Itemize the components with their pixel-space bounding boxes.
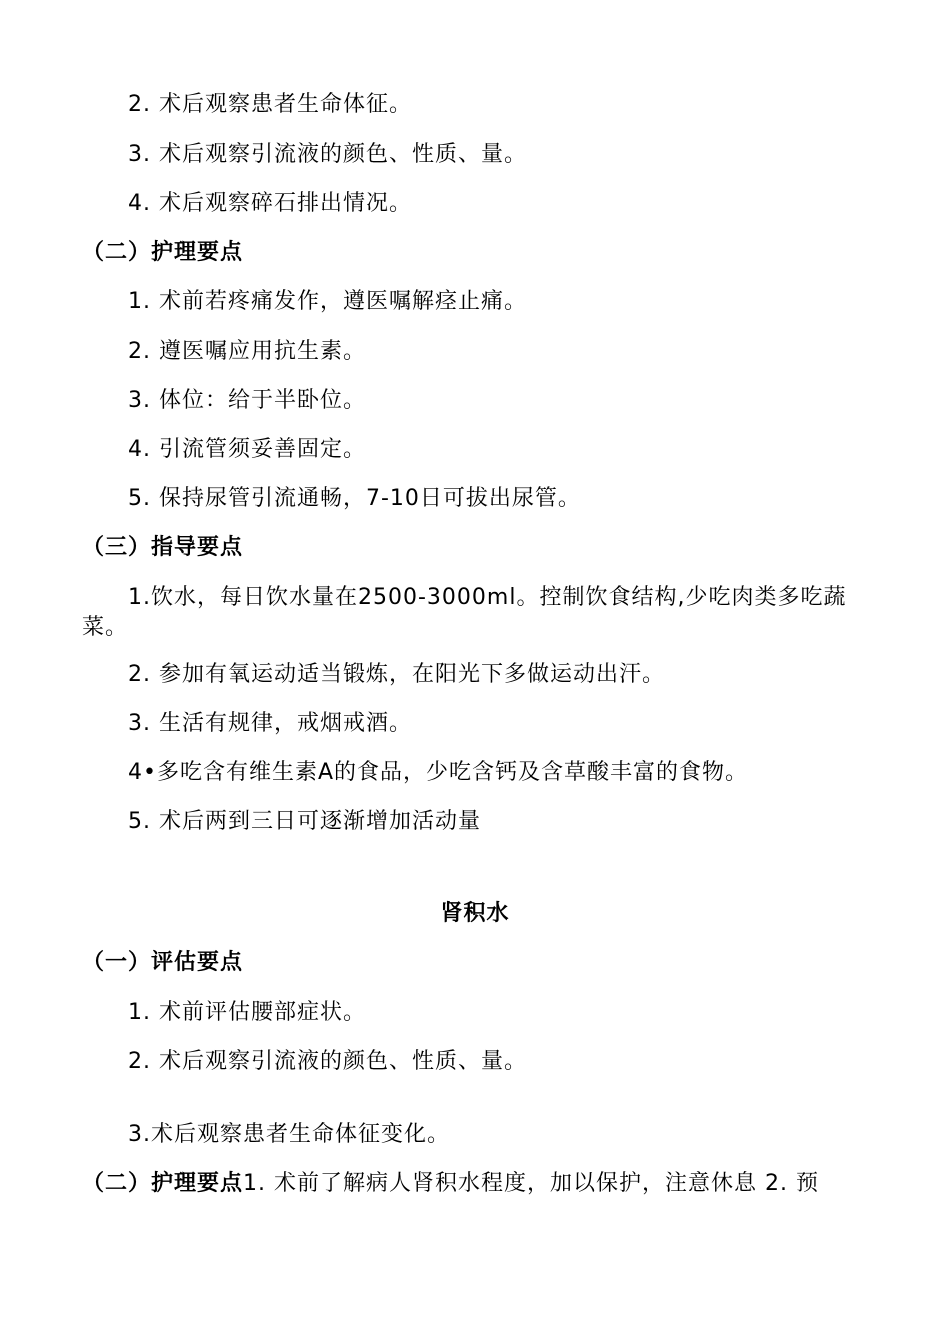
guidance-item-5: 5. 术后两到三日可逐渐增加活动量	[128, 809, 481, 834]
guidance-item-1: 1.饮水，每日饮水量在2500-3000ml。控制饮食结构,少吃肉类多吃蔬菜。	[82, 585, 847, 640]
assessment-item-4: 4. 术后观察碎石排出情况。	[128, 191, 412, 216]
hydro-assessment-item-3: 3.术后观察患者生命体征变化。	[128, 1122, 450, 1147]
guidance-item-4: 4•多吃含有维生素A的食品，少吃含钙及含草酸丰富的食物。	[128, 760, 749, 785]
hydro-care-paragraph	[82, 1169, 819, 1199]
hydro-assessment-item-1: 1. 术前评估腰部症状。	[128, 1000, 366, 1025]
care-item-4: 4. 引流管须妥善固定。	[128, 437, 366, 462]
section-heading-guidance: （三）指导要点	[82, 535, 244, 560]
section-heading-care: （二）护理要点	[82, 240, 244, 265]
care-item-5: 5. 保持尿管引流通畅，7-10日可拔出尿管。	[128, 486, 581, 511]
care-item-3: 3. 体位：给于半卧位。	[128, 388, 366, 413]
section-heading-assessment: （一）评估要点	[82, 950, 244, 975]
hydro-assessment-item-2: 2. 术后观察引流液的颜色、性质、量。	[128, 1049, 527, 1074]
guidance-item-2: 2. 参加有氧运动适当锻炼，在阳光下多做运动出汗。	[128, 662, 665, 687]
hydro-care-text: 1. 术前了解病人肾积水程度，加以保护，注意休息 2. 预	[243, 1171, 819, 1196]
hydro-care-heading: （二）护理要点	[82, 1171, 244, 1196]
care-item-2: 2. 遵医嘱应用抗生素。	[128, 339, 366, 364]
assessment-item-2: 2. 术后观察患者生命体征。	[128, 92, 412, 117]
care-item-1: 1. 术前若疼痛发作，遵医嘱解痉止痛。	[128, 289, 527, 314]
assessment-item-3: 3. 术后观察引流液的颜色、性质、量。	[128, 142, 527, 167]
section-title-hydronephrosis: 肾积水	[440, 901, 510, 926]
guidance-item-3: 3. 生活有规律，戒烟戒酒。	[128, 711, 412, 736]
